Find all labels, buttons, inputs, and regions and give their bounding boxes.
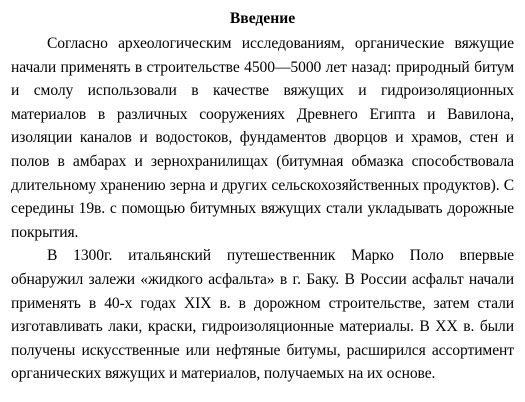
paragraph-1: Согласно археологическим исследованиям, органические вяжущие начали применять в строительстве 4500—5000 лет назад: природный битум и смолу использовали в качестве вяжущих и гидроизоляционных материалов в различных сооружениях Древнего Египта и Вавилона, изоляции каналов и водостоков, фундаментов дворцов и храмов, стен и полов в амбарах и зернохранилищах (битумная обмазка способствовала длительному хранению зерна и других сельскохозяйственных продуктов). С середины 19в. с помощью битумных вяжущих стали укладывать дорожные покрытия. [11, 35, 514, 241]
paragraph-2: В 1300г. итальянский путешественник Марко Поло впервые обнаружил залежи «жидкого асфальта» в г. Баку. В России асфальт начали применять в 40-х годах XIX в. в дорожном строительстве, затем стали изготавливать лаки, краски, гидроизоляционные материалы. В XX в. были получены искусственные или нефтяные битумы, расширился ассортимент органических вяжущих и материалов, получаемых на их основе. [11, 247, 514, 383]
document-title: Введение [229, 10, 296, 27]
